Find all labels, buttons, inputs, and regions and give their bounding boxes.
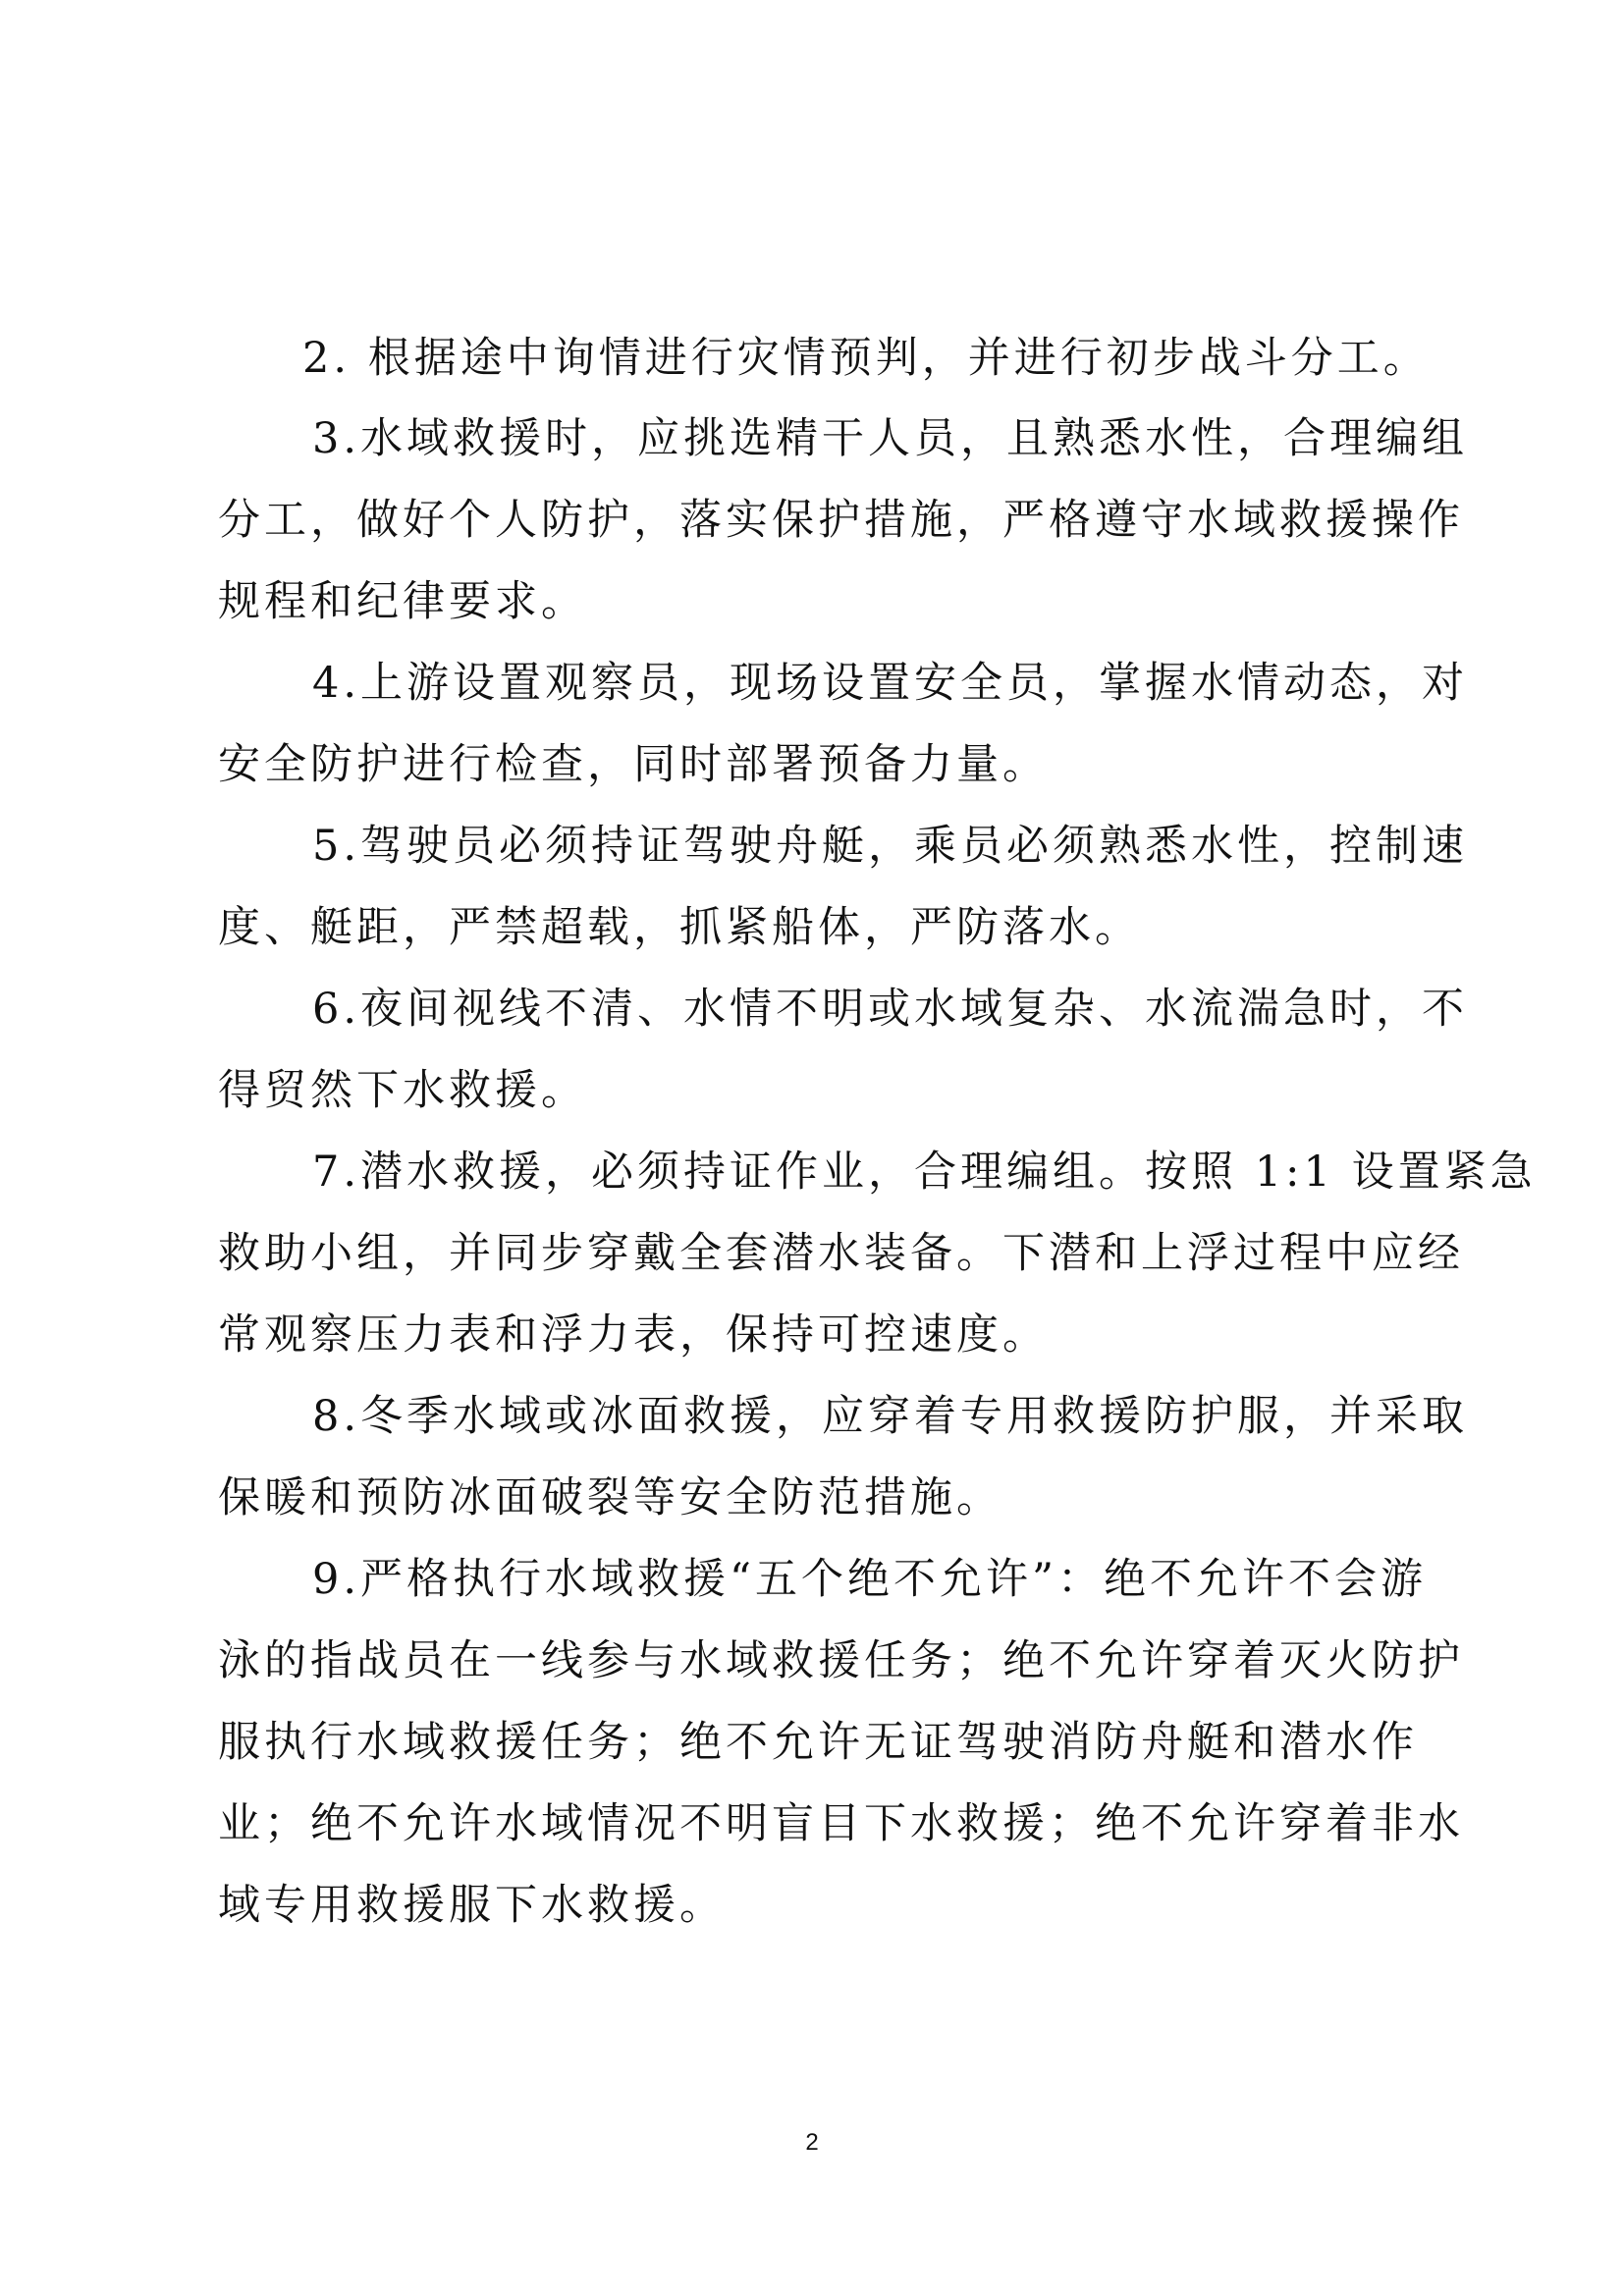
paragraph-3-line-3: 规程和纪律要求。 bbox=[218, 577, 587, 626]
paragraph-5-line-2: 度、艇距，严禁超载，抓紧船体，严防落水。 bbox=[218, 903, 1141, 952]
paragraph-3-line-2: 分工，做好个人防护，落实保护措施，严格遵守水域救援操作 bbox=[218, 496, 1464, 545]
paragraph-6-line-2: 得贸然下水救援。 bbox=[218, 1066, 587, 1115]
paragraph-9-line-4: 业；绝不允许水域情况不明盲目下水救援；绝不允许穿着非水 bbox=[218, 1799, 1464, 1848]
paragraph-8-line-1: 8.冬季水域或冰面救援，应穿着专用救援防护服，并采取 bbox=[312, 1392, 1469, 1441]
paragraph-4-line-2: 安全防护进行检查，同时部署预备力量。 bbox=[218, 740, 1049, 789]
paragraph-9-line-1: 9.严格执行水域救援“五个绝不允许”：绝不允许不会游 bbox=[312, 1555, 1427, 1604]
paragraph-9-line-3: 服执行水域救援任务；绝不允许无证驾驶消防舟艇和潜水作 bbox=[218, 1718, 1418, 1767]
paragraph-5-line-1: 5.驾驶员必须持证驾驶舟艇，乘员必须熟悉水性，控制速 bbox=[312, 822, 1469, 871]
paragraph-6-line-1: 6.夜间视线不清、水情不明或水域复杂、水流湍急时，不 bbox=[312, 985, 1469, 1034]
paragraph-7-line-2: 救助小组，并同步穿戴全套潜水装备。下潜和上浮过程中应经 bbox=[218, 1229, 1464, 1278]
paragraph-7-line-1: 7.潜水救援，必须持证作业，合理编组。按照 1:1 设置紧急 bbox=[312, 1148, 1537, 1197]
paragraph-9-line-5: 域专用救援服下水救援。 bbox=[218, 1881, 726, 1930]
paragraph-4-line-1: 4.上游设置观察员，现场设置安全员，掌握水情动态，对 bbox=[312, 659, 1469, 708]
paragraph-2-line-1: 2. 根据途中询情进行灾情预判，并进行初步战斗分工。 bbox=[302, 334, 1430, 383]
paragraph-3-line-1: 3.水域救援时，应挑选精干人员，且熟悉水性，合理编组 bbox=[312, 414, 1469, 463]
page-number: 2 bbox=[805, 2129, 819, 2156]
paragraph-7-line-3: 常观察压力表和浮力表，保持可控速度。 bbox=[218, 1310, 1049, 1360]
paragraph-8-line-2: 保暖和预防冰面破裂等安全防范措施。 bbox=[218, 1473, 1002, 1522]
paragraph-9-line-2: 泳的指战员在一线参与水域救援任务；绝不允许穿着灭火防护 bbox=[218, 1636, 1464, 1685]
